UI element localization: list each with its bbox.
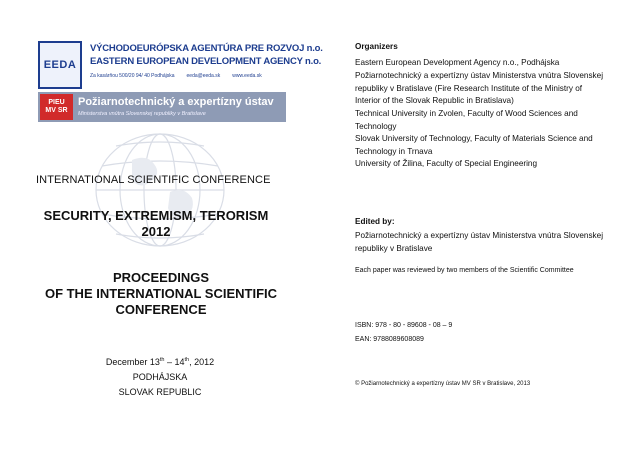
ean: EAN: 9788089608089 — [355, 336, 424, 343]
conference-country: SLOVAK REPUBLIC — [118, 387, 202, 397]
eeda-badge-text: EEDA — [43, 59, 77, 71]
edited-by-heading: Edited by: — [355, 217, 395, 226]
right-page — [355, 0, 638, 451]
date-start: December 13 — [105, 357, 160, 367]
proceedings-line1: PROCEEDINGS — [112, 270, 210, 285]
date-suffix-1: th — [159, 357, 165, 363]
isbn: ISBN: 978 - 80 - 89608 - 08 – 9 — [355, 322, 453, 329]
organizer-item: Eastern European Development Agency n.o., Podhájska — [355, 58, 560, 67]
eeda-name-sk: VÝCHODOEURÓPSKA AGENTÚRA PRE ROZVOJ n.o. — [90, 43, 323, 54]
date-end: , 2012 — [189, 357, 215, 367]
conference-title-line2: 2012 — [141, 224, 171, 239]
organizer-item: Požiarnotechnický a expertízny ústav Ministerstva vnútra Slovenskej republiky v Bratislave (Fire Research Institute of the Ministry of Interior of the Slovak Republic in Bratislava) — [355, 71, 604, 105]
copyright-notice: © Požiarnotechnický a expertízny ústav MV SR v Bratislave, 2013 — [355, 381, 531, 387]
eeda-badge — [38, 41, 82, 89]
eeda-web: www.eeda.sk — [232, 73, 262, 79]
conference-title — [36, 208, 276, 240]
organizers-heading: Organizers — [355, 42, 398, 51]
eeda-name-en: EASTERN EUROPEAN DEVELOPMENT AGENCY n.o. — [90, 56, 322, 67]
conference-label: INTERNATIONAL SCIENTIFIC CONFERENCE — [36, 174, 271, 186]
organizer-item: Technical University in Zvolen, Faculty of Wood Sciences and Technology — [355, 109, 578, 131]
proceedings-title — [30, 270, 292, 318]
pieu-title: Požiarnotechnický a expertízny ústav — [78, 96, 274, 108]
date-mid: – 14 — [164, 357, 185, 367]
eeda-contacts — [90, 73, 262, 79]
organizer-item: Slovak University of Technology, Faculty of Materials Science and Technology in Trnava — [355, 134, 593, 156]
proceedings-line2: OF THE INTERNATIONAL SCIENTIFIC — [44, 286, 278, 301]
eeda-logo — [38, 37, 323, 89]
pieu-badge-bottom: MV SR — [45, 107, 68, 114]
proceedings-line3: CONFERENCE — [115, 302, 207, 317]
conference-date — [70, 353, 250, 370]
eeda-email: eeda@eeda.sk — [186, 73, 221, 79]
eeda-address: Za kasárňou 500/20 94/ 40 Podhájska — [90, 73, 175, 79]
conference-place: PODHÁJSKA — [132, 372, 188, 382]
editor-name: Požiarnotechnický a expertízny ústav Ministerstva vnútra Slovenskej republiky v Bratislave — [355, 231, 604, 253]
date-suffix-2: th — [184, 357, 190, 363]
review-note: Each paper was reviewed by two members of the Scientific Committee — [355, 267, 574, 274]
organizer-item: University of Žilina, Faculty of Special Engineering — [355, 159, 538, 168]
pieu-badge — [40, 94, 73, 120]
pieu-badge-top: PIEU — [48, 99, 65, 106]
conference-title-line1: SECURITY, EXTREMISM, TERORISM — [43, 208, 269, 223]
pieu-subtitle: Ministerstva vnútra Slovenskej republiky v Bratislave — [78, 111, 206, 117]
pieu-logo — [38, 92, 286, 122]
conference-date-place — [70, 353, 250, 400]
